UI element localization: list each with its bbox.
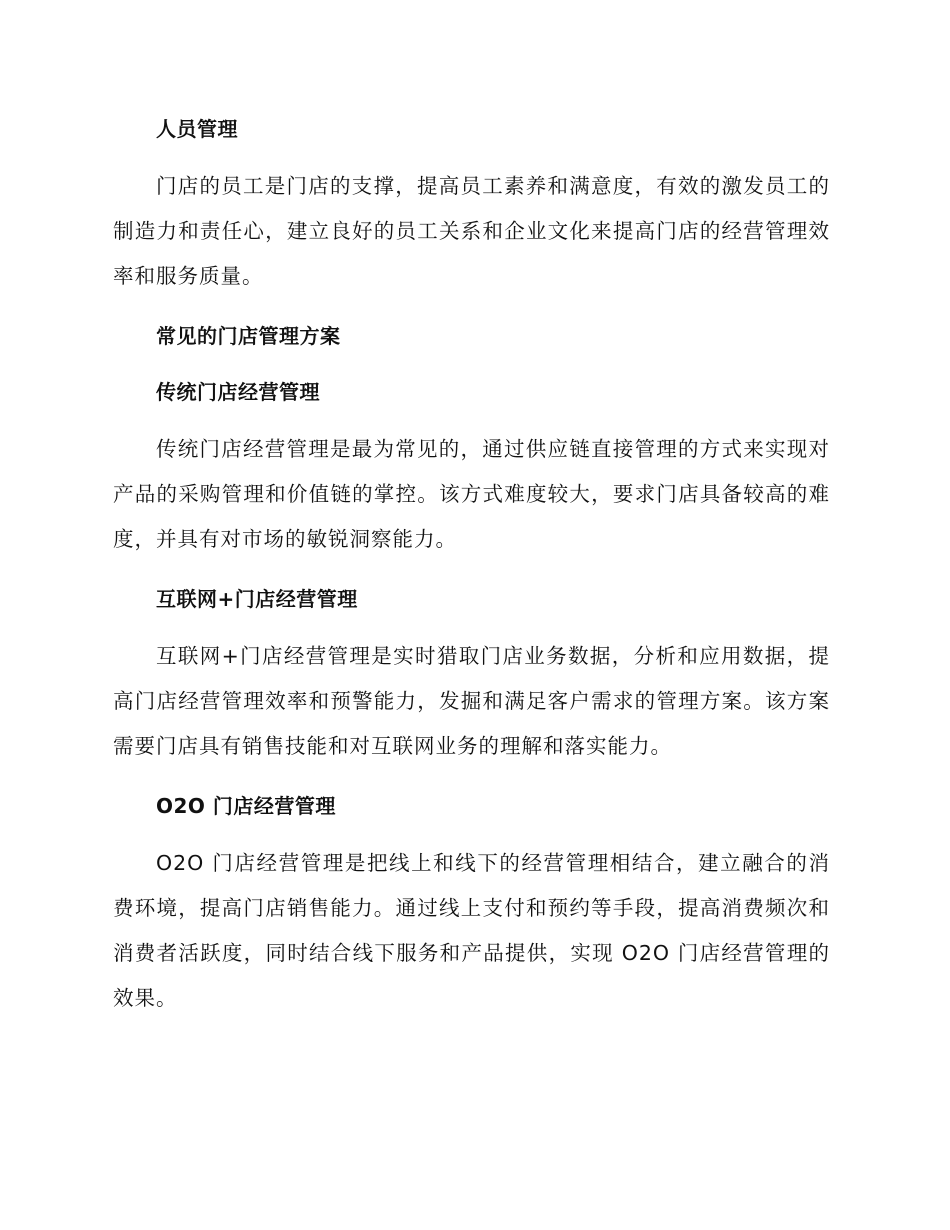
- section-heading-traditional: 传统门店经营管理: [156, 380, 320, 404]
- section-heading-personnel: 人员管理: [156, 117, 238, 141]
- section-body-internet-plus: 互联网+门店经营管理是实时猎取门店业务数据，分析和应用数据，提高门店经营管理效率和预警能力，发掘和满足客户需求的管理方案。该方案需要门店具有销售技能和对互联网业务的理解和落实能力。: [113, 644, 830, 758]
- section-body-o2o: O2O 门店经营管理是把线上和线下的经营管理相结合，建立融合的消费环境，提高门店销售能力。通过线上支付和预约等手段，提高消费频次和消费者活跃度，同时结合线下服务和产品提供，实现 O2O 门店经营管理的效果。: [113, 851, 830, 1010]
- section-heading-common-solutions: 常见的门店管理方案: [156, 324, 341, 348]
- section-heading-internet-plus: 互联网+门店经营管理: [156, 587, 358, 611]
- section-heading-o2o: O2O 门店经营管理: [156, 794, 336, 818]
- section-body-traditional: 传统门店经营管理是最为常见的，通过供应链直接管理的方式来实现对产品的采购管理和价值链的掌控。该方式难度较大，要求门店具备较高的难度，并具有对市场的敏锐洞察能力。: [113, 437, 830, 551]
- section-body-personnel: 门店的员工是门店的支撑，提高员工素养和满意度，有效的激发员工的制造力和责任心，建立良好的员工关系和企业文化来提高门店的经营管理效率和服务质量。: [113, 174, 830, 288]
